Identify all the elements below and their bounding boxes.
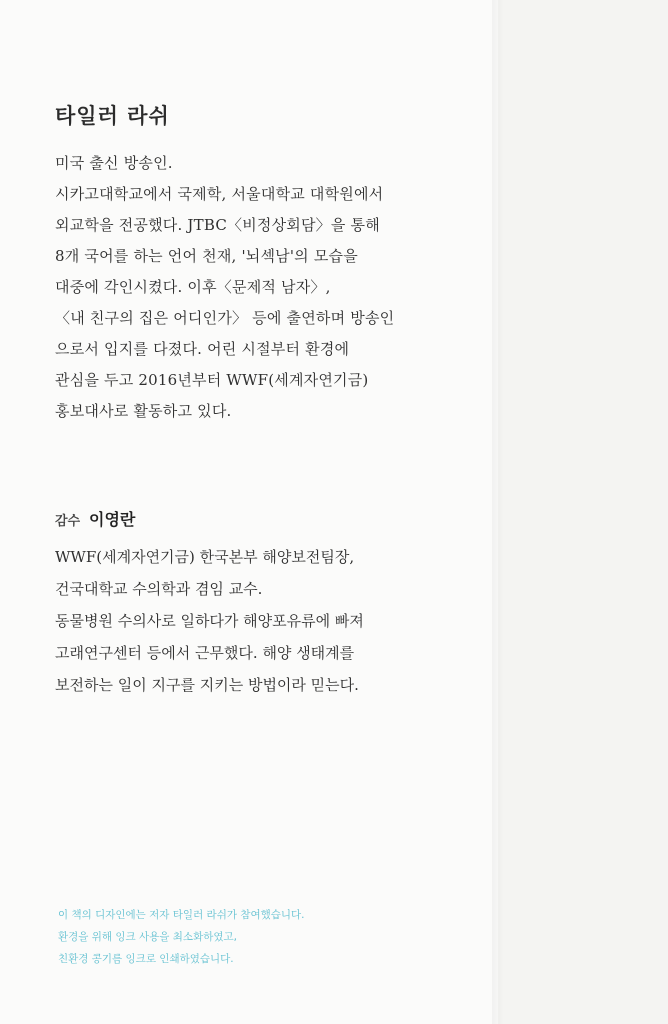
- author-bio-line: 미국 출신 방송인.: [55, 154, 173, 172]
- supervisor-bio-line: 동물병원 수의사로 일하다가 해양포유류에 빠져: [55, 612, 364, 630]
- supervisor-bio: [55, 541, 485, 701]
- author-bio-line: 〈내 친구의 집은 어디인가〉 등에 출연하며 방송인: [55, 309, 395, 327]
- eco-print-note-line: 환경을 위해 잉크 사용을 최소화하였고,: [58, 931, 237, 943]
- author-bio-line: 외교학을 전공했다. JTBC〈비정상회담〉을 통해: [55, 216, 380, 234]
- supervisor-name: 이영란: [89, 510, 136, 529]
- eco-print-note: [58, 904, 305, 970]
- author-bio-line: 홍보대사로 활동하고 있다.: [55, 402, 232, 420]
- author-bio-line: 으로서 입지를 다졌다. 어린 시절부터 환경에: [55, 340, 350, 358]
- author-bio: [55, 148, 485, 427]
- supervisor-heading: [55, 507, 135, 530]
- author-bio-line: 8개 국어를 하는 언어 천재, '뇌섹남'의 모습을: [55, 247, 358, 265]
- supervisor-bio-line: 고래연구센터 등에서 근무했다. 해양 생태계를: [55, 644, 355, 662]
- supervisor-bio-line: WWF(세계자연기금) 한국본부 해양보전팀장,: [55, 548, 355, 566]
- author-bio-line: 시카고대학교에서 국제학, 서울대학교 대학원에서: [55, 185, 384, 203]
- author-name: 타일러 라쉬: [55, 104, 170, 128]
- author-bio-line: 대중에 각인시켰다. 이후〈문제적 남자〉,: [55, 278, 331, 296]
- supervisor-bio-line: 보전하는 일이 지구를 지키는 방법이라 믿는다.: [55, 676, 359, 694]
- author-bio-line: 관심을 두고 2016년부터 WWF(세계자연기금): [55, 371, 369, 389]
- eco-print-note-line: 이 책의 디자인에는 저자 타일러 라쉬가 참여했습니다.: [58, 909, 305, 921]
- page-gutter-shadow: [492, 0, 504, 1024]
- eco-print-note-line: 친환경 콩기름 잉크로 인쇄하였습니다.: [58, 953, 234, 965]
- supervisor-bio-line: 건국대학교 수의학과 겸임 교수.: [55, 580, 263, 598]
- supervisor-role: 감수: [55, 514, 81, 529]
